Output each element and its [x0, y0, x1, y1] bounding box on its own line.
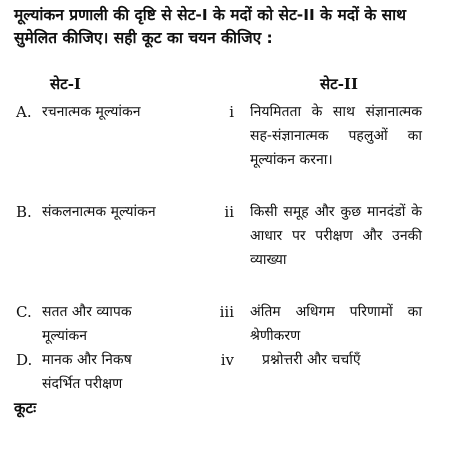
row-letter: B.	[16, 203, 32, 221]
row-number: iv	[220, 351, 234, 369]
set-1-item: संकलनात्मक मूल्यांकन	[42, 204, 156, 220]
set-2-item: नियमितता के साथ संज्ञानात्मक सह-संज्ञानात्मक पहलुओं का मूल्यांकन करना।	[250, 104, 422, 168]
set-1-item: रचनात्मक मूल्यांकन	[42, 104, 141, 120]
row-number: iii	[219, 303, 234, 321]
set-2-item: अंतिम अधिगम परिणामों का श्रेणीकरण	[250, 304, 422, 344]
question-text: मूल्यांकन प्रणाली की दृष्टि से सेट-I के मदों को सेट-II के मदों के साथ सुमेलित कीजिए। सही कूट का चयन कीजिए :	[14, 6, 407, 47]
set-2-item: किसी समूह और कुछ मानदंडों के आधार पर परीक्षण और उनकी व्याख्या	[250, 204, 422, 268]
codes-label: कूटः	[14, 399, 37, 417]
row-letter: A.	[16, 103, 32, 121]
row-letter: C.	[16, 303, 32, 321]
set-2-header: सेट-II	[320, 75, 358, 93]
set-1-item: सतत और व्यापक मूल्यांकन	[42, 304, 132, 344]
set-2-item: प्रश्नोत्तरी और चर्चाएँ	[262, 352, 361, 368]
row-number: i	[229, 103, 234, 121]
set-1-header: सेट-I	[50, 75, 81, 93]
set-1-item: मानक और निकष संदर्भित परीक्षण	[42, 352, 132, 392]
row-number: ii	[224, 203, 234, 221]
row-letter: D.	[16, 351, 33, 369]
